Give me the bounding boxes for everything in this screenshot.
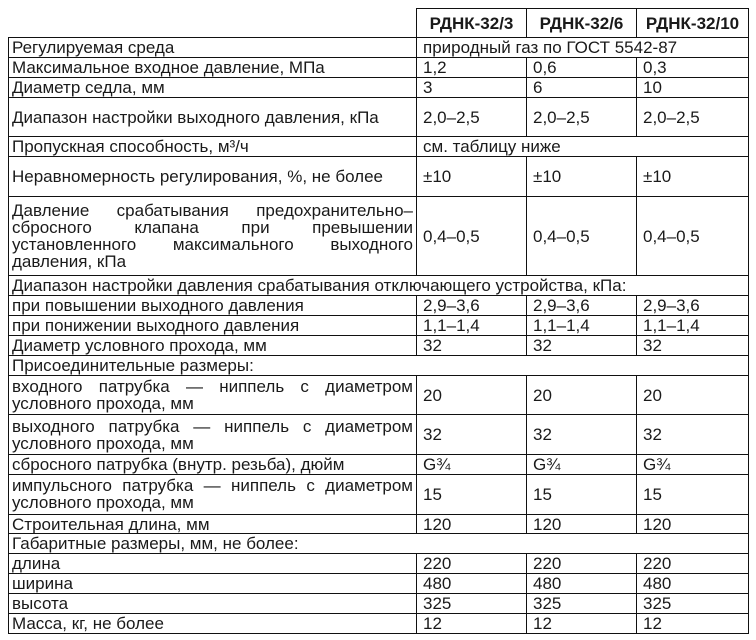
table-row	[9, 613, 749, 633]
table-row	[9, 415, 749, 455]
row-value: 220	[417, 554, 527, 574]
row-value: G¾	[417, 455, 527, 475]
row-value: 0,4–0,5	[527, 197, 637, 276]
row-label: Диаметр седла, мм	[9, 77, 417, 97]
section-heading: Диапазон настройки давления срабатывания отключающего устройства, кПа:	[9, 276, 749, 296]
row-value: 12	[417, 613, 527, 633]
section-heading: Габаритные размеры, мм, не более:	[9, 534, 749, 554]
row-span-value: природный газ по ГОСТ 5542-87	[417, 38, 749, 58]
row-value: 120	[637, 514, 749, 534]
table-row	[9, 296, 749, 316]
row-value: 1,2	[417, 58, 527, 78]
row-value: 20	[527, 375, 637, 415]
table-row	[9, 137, 749, 157]
row-value: 20	[417, 375, 527, 415]
row-value: ±10	[527, 157, 637, 197]
row-value: 480	[527, 574, 637, 594]
section-row	[9, 355, 749, 375]
row-label: высота	[9, 594, 417, 614]
table-row	[9, 97, 749, 137]
row-label: выходного патрубка — ниппель с диаметром условного прохода, мм	[9, 415, 417, 455]
row-label: Неравномерность регулирования, %, не более	[9, 157, 417, 197]
table-row	[9, 514, 749, 534]
header-empty-cell	[9, 9, 417, 38]
row-value: 15	[527, 474, 637, 514]
row-value: 0,4–0,5	[417, 197, 527, 276]
row-value: 120	[417, 514, 527, 534]
row-value: 220	[527, 554, 637, 574]
row-value: 1,1–1,4	[417, 316, 527, 336]
row-label: входного патрубка — ниппель с диаметром условного прохода, мм	[9, 375, 417, 415]
row-value: 3	[417, 77, 527, 97]
row-span-value: см. таблицу ниже	[417, 137, 749, 157]
row-value: 15	[637, 474, 749, 514]
row-value: 120	[527, 514, 637, 534]
section-row	[9, 276, 749, 296]
row-value: 480	[637, 574, 749, 594]
model-header-2: РДНК-32/6	[527, 9, 637, 38]
row-label: импульсного патрубка — ниппель с диаметром условного прохода, мм	[9, 474, 417, 514]
row-value: 2,0–2,5	[417, 97, 527, 137]
row-label: при повышении выходного давления	[9, 296, 417, 316]
row-label: Диаметр условного прохода, мм	[9, 335, 417, 355]
row-value: 32	[527, 415, 637, 455]
row-value: 325	[417, 594, 527, 614]
row-value: 2,9–3,6	[417, 296, 527, 316]
row-value: 1,1–1,4	[637, 316, 749, 336]
row-value: 32	[417, 335, 527, 355]
row-value: G¾	[637, 455, 749, 475]
row-label: Строительная длина, мм	[9, 514, 417, 534]
table-row	[9, 455, 749, 475]
table-row	[9, 38, 749, 58]
row-value: 0,4–0,5	[637, 197, 749, 276]
row-value: 12	[637, 613, 749, 633]
row-value: 2,9–3,6	[527, 296, 637, 316]
row-value: 2,0–2,5	[637, 97, 749, 137]
row-label: Пропускная способность, м³/ч	[9, 137, 417, 157]
table-row	[9, 375, 749, 415]
row-label: сбросного патрубка (внутр. резьба), дюйм	[9, 455, 417, 475]
row-value: 6	[527, 77, 637, 97]
spec-table	[8, 8, 749, 634]
row-value: G¾	[527, 455, 637, 475]
row-value: 220	[637, 554, 749, 574]
row-value: 20	[637, 375, 749, 415]
row-value: 325	[527, 594, 637, 614]
row-value: 12	[527, 613, 637, 633]
row-label: ширина	[9, 574, 417, 594]
row-label: Давление срабатывания предохранительно–сбросного клапана при превышении установленного максимального выходного давления, кПа	[9, 197, 417, 276]
row-value: 2,9–3,6	[637, 296, 749, 316]
table-row	[9, 594, 749, 614]
row-value: 0,6	[527, 58, 637, 78]
table-row	[9, 574, 749, 594]
row-value: 1,1–1,4	[527, 316, 637, 336]
table-row	[9, 58, 749, 78]
section-row	[9, 534, 749, 554]
row-value: 32	[637, 335, 749, 355]
header-row	[9, 9, 749, 38]
row-value: 325	[637, 594, 749, 614]
row-label: Масса, кг, не более	[9, 613, 417, 633]
row-value: ±10	[417, 157, 527, 197]
table-row	[9, 335, 749, 355]
section-heading: Присоединительные размеры:	[9, 355, 749, 375]
table-row	[9, 316, 749, 336]
row-label: Максимальное входное давление, МПа	[9, 58, 417, 78]
row-label: при понижении выходного давления	[9, 316, 417, 336]
row-value: 480	[417, 574, 527, 594]
row-value: 10	[637, 77, 749, 97]
row-label: Диапазон настройки выходного давления, кПа	[9, 97, 417, 137]
row-value: 32	[637, 415, 749, 455]
table-row	[9, 554, 749, 574]
model-header-1: РДНК-32/3	[417, 9, 527, 38]
table-row	[9, 197, 749, 276]
table-row	[9, 157, 749, 197]
row-label: длина	[9, 554, 417, 574]
row-label: Регулируемая среда	[9, 38, 417, 58]
row-value: 32	[527, 335, 637, 355]
row-value: 0,3	[637, 58, 749, 78]
row-value: 15	[417, 474, 527, 514]
row-value: 32	[417, 415, 527, 455]
table-row	[9, 474, 749, 514]
row-value: 2,0–2,5	[527, 97, 637, 137]
table-row	[9, 77, 749, 97]
model-header-3: РДНК-32/10	[637, 9, 749, 38]
row-value: ±10	[637, 157, 749, 197]
